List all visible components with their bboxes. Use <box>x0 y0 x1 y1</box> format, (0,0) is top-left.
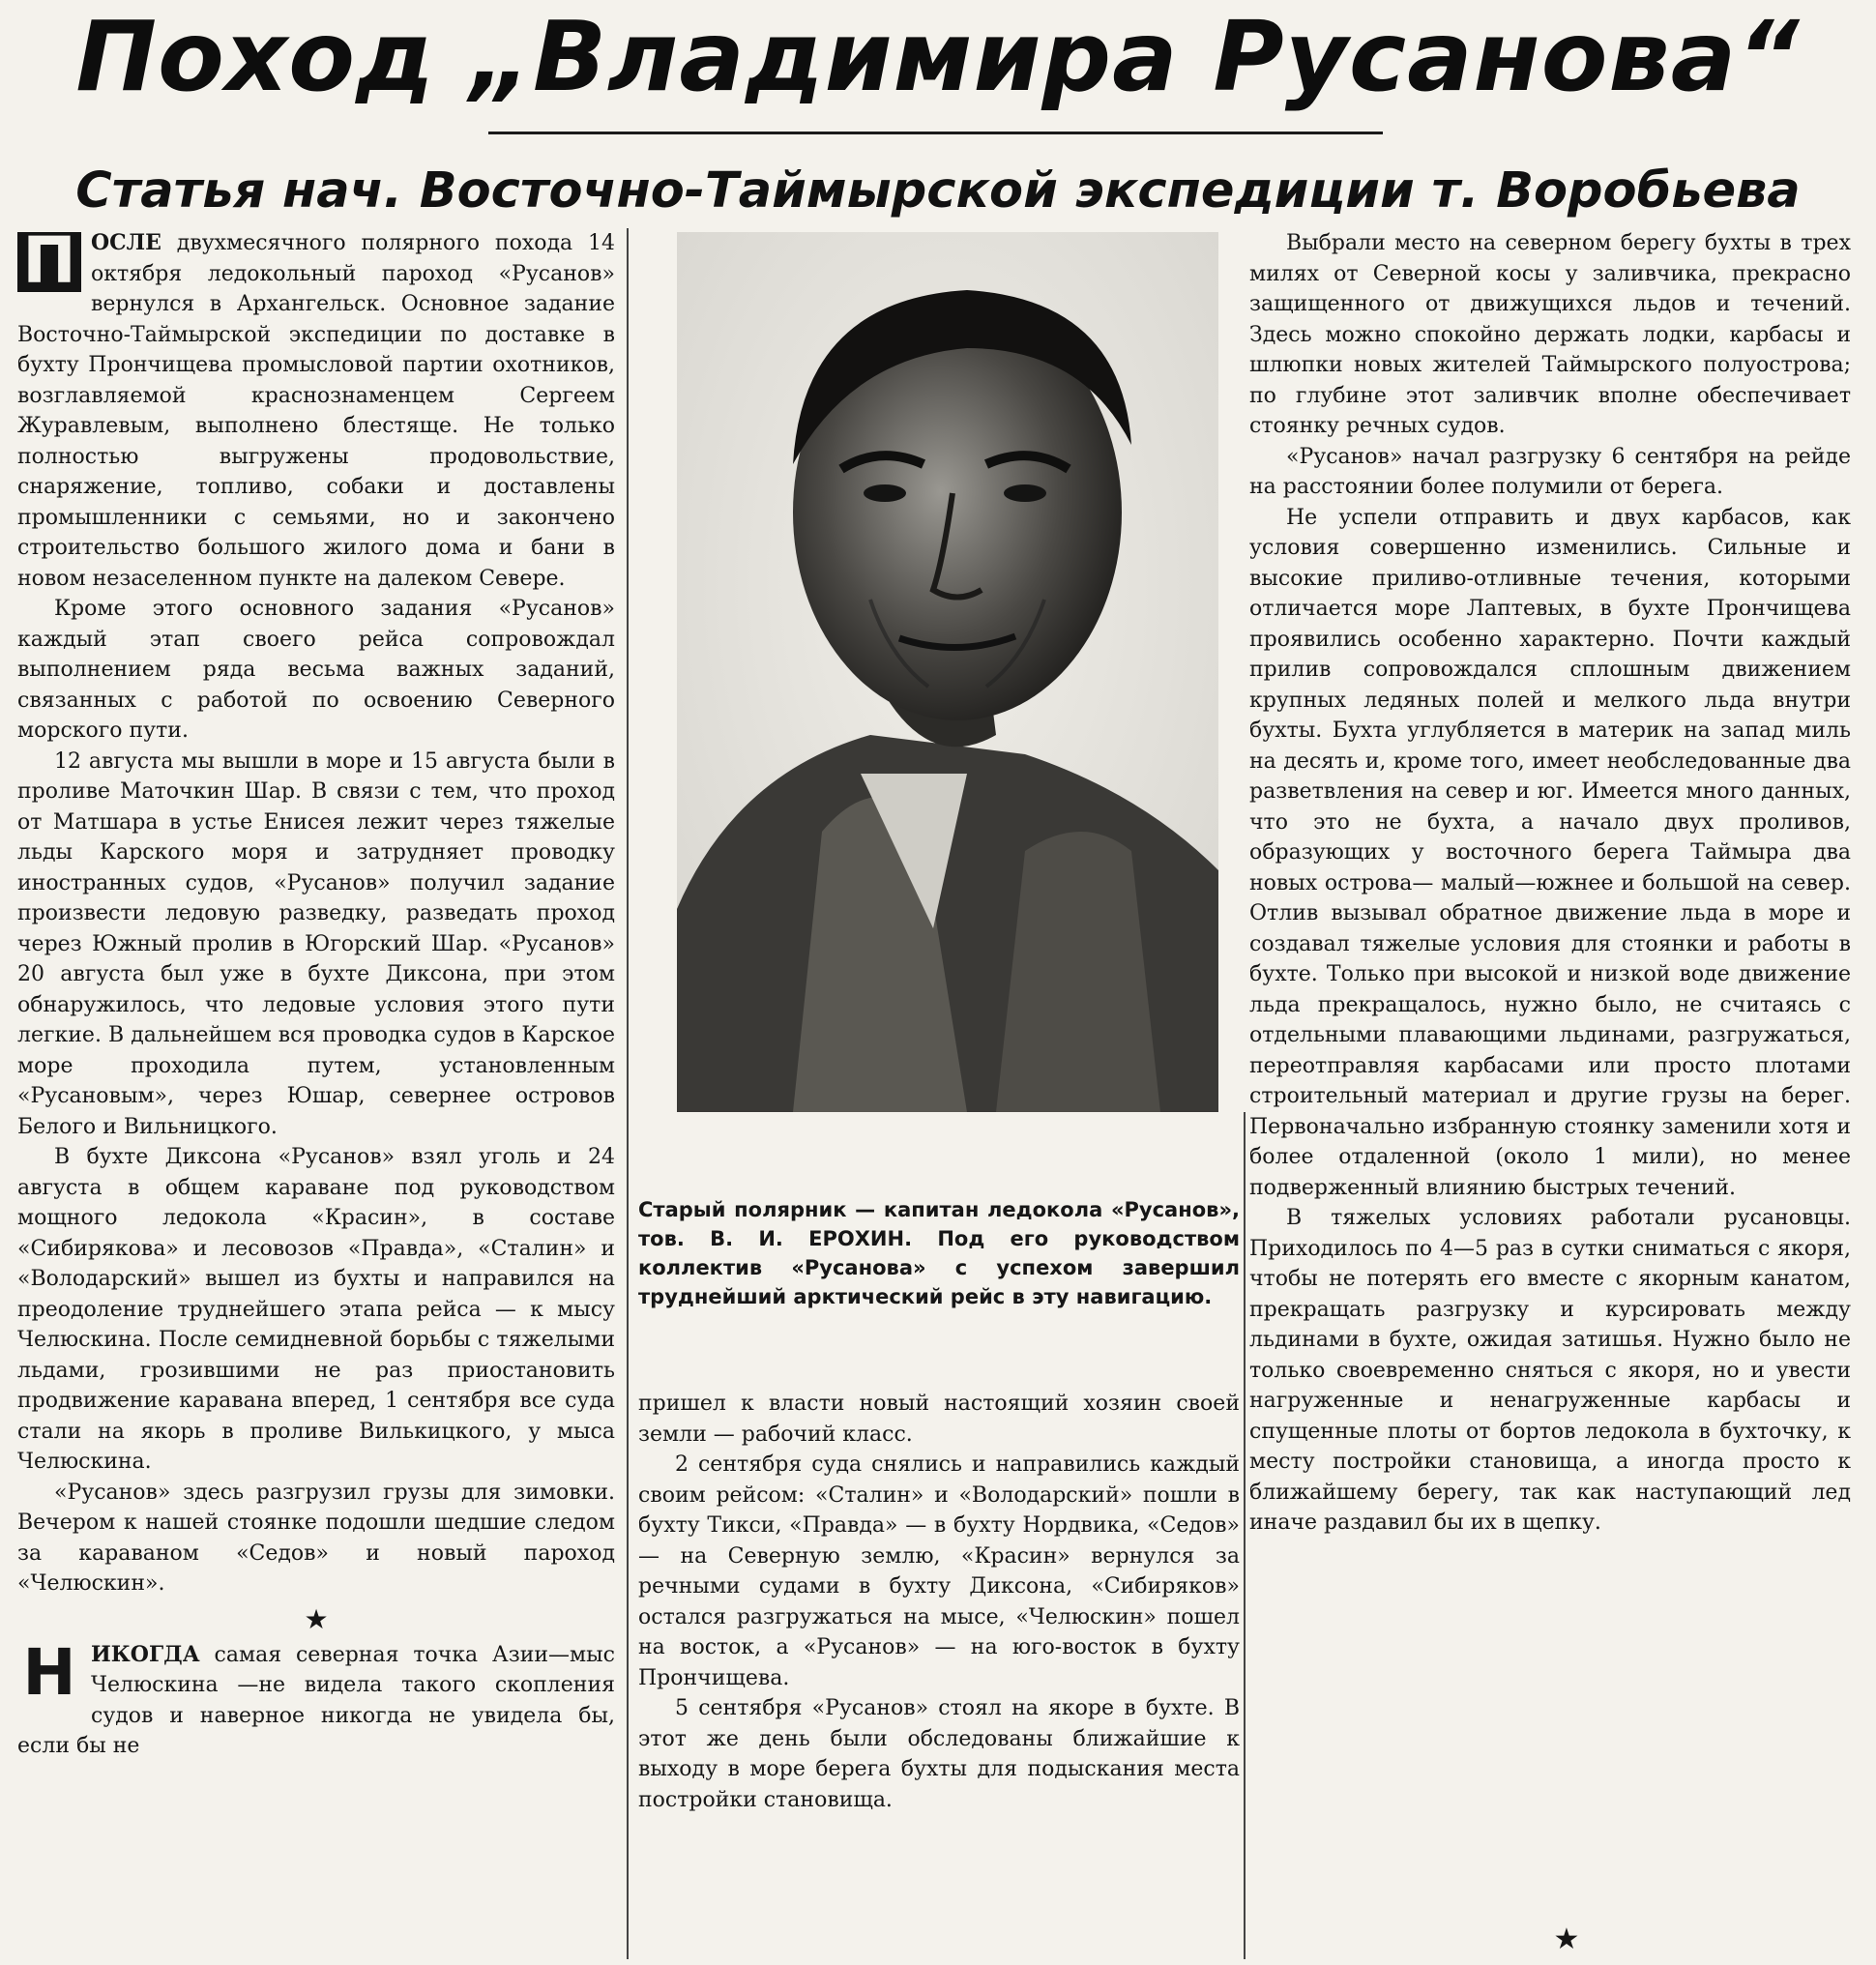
end-star: ★ <box>1553 1922 1580 1956</box>
lead-word: ОСЛЕ <box>91 230 161 255</box>
drop-cap-2: Н <box>22 1634 76 1710</box>
drop-cap: П <box>17 232 81 292</box>
paragraph-12: Не успели отправить и двух карбасов, как условия совершенно изменились. Сильные и высокие приливо-отливные течения, которыми отличается море Лаптевых, в бухте Прончищева проявились особенно характерно. Почти каждый прилив сопровождался сплошным движением крупных ледяных полей и мелкого льда внутри бухты. Бухта углубляется в материк на запад миль на десять и, кроме того, имеет необследованные два разветвления на север и юг. Имеется много данных, что это не бухта, а начало двух проливов, образующих у восточного берега Таймыра два новых острова— малый—южнее и большой на север. Отлив вызывал обратное движение льда в море и создавал тяжелые условия для стоянки и работы в бухте. Только при высокой и низкой воде движение льда прекращалось, нужно было, не считаясь с отдельными плавающими льдинами, разгружаться, переотправляя карбасами или просто плотами строительный материал и другие грузы на берег. Первоначально избранную стоянку заменили хотя и более отдаленной (около 1 мили), но менее подверженный влиянию быстрых течений. <box>1249 505 1851 1200</box>
paragraph-10: Выбрали место на северном берегу бухты в трех милях от Северной косы у заливчика, прекрасно защищенного от движущихся льдов и течений. Здесь можно спокойно держать лодки, карбасы и шлюпки новых жителей Таймырского полуострова; по глубине этот заливчик вполне обеспечивает стоянку речных судов. <box>1249 231 1851 438</box>
column-divider-1 <box>627 228 629 1959</box>
paragraph-7: пришел к власти новый настоящий хозяин своей земли — рабочий класс. <box>638 1392 1240 1447</box>
paragraph-6-text: самая северная точка Азии—мыс Челюскина —не видела такого скопления судов и наверное никогда не увидела бы, если бы не <box>17 1642 615 1758</box>
photo-caption-text: Старый полярник — капитан ледокола «Русанов», тов. В. И. ЕРОХИН. Под его руководством коллектив «Русанова» с успехом завершил труднейший арктический рейс в эту навигацию. <box>638 1198 1240 1308</box>
paragraph-2: Кроме этого основного задания «Русанов» каждый этап своего рейса сопровождал выполнением ряда весьма важных заданий, связанных с работой по освоению Северного морского пути. <box>17 597 615 743</box>
portrait-photo-icon <box>677 232 1218 1112</box>
portrait-photo <box>677 232 1218 1112</box>
headline: Поход „Владимира Русанова“ <box>75 0 1801 113</box>
paragraph-1-text: двухмесячного полярного похода 14 октября ледокольный пароход «Русанов» вернулся в Архангельск. Основное задание Восточно-Таймырской экспедиции по доставке в бухту Прончищева промысловой партии охотников, возглавляемой краснознаменцем Сергеем Журавлевым, выполнено блестяще. Не только полностью выгружены продовольствие, снаряжение, топливо, собаки и доставлены промышленники с семьями, но и закончено строительство большого жилого дома и бани в новом незаселенном пункте на далеком Севере. <box>17 231 616 591</box>
paragraph-13: В тяжелых условиях работали русановцы. Приходилось по 4—5 раз в сутки сниматься с якоря, чтобы не потерять его вместе с якорным канатом, прекращать разгрузку и курсировать между льдинами в бухте, ожидая затишья. Нужно было не только своевременно сняться с якоря, но и увести нагруженные и ненагруженные карбасы и спущенные плоты от бортов ледокола в бухточку, к месту постройки становища, а иногда просто к ближайшему берегу, так как наступающий лед иначе раздавил бы их в щепку. <box>1249 1206 1851 1535</box>
article-column-1 <box>17 223 616 1762</box>
column-divider-2 <box>1244 1112 1246 1959</box>
headline-rule <box>488 132 1383 134</box>
photo-caption <box>638 1195 1240 1311</box>
article-column-2 <box>638 1389 1240 1815</box>
paragraph-9: 5 сентября «Русанов» стоял на якоре в бухте. В этот же день были обследованы ближайшие к выходу в море берега бухты для подыскания места постройки становища. <box>638 1696 1240 1812</box>
subheadline: Статья нач. Восточно-Таймырской экспедиции т. Воробьева <box>75 162 1801 220</box>
paragraph-6 <box>17 1634 615 1762</box>
paragraph-8: 2 сентября суда снялись и направились каждый своим рейсом: «Сталин» и «Володарский» пошли в бухту Тикси, «Правда» — в бухту Нордвика, «Седов» — на Северную землю, «Красин» вернулся за речными судами в бухту Диксона, «Сибиряков» остался разгружаться на мысе, «Челюскин» пошел на восток, а «Русанов» — на юго-восток в бухту Прончищева. <box>638 1452 1240 1690</box>
paragraph-4: В бухте Диксона «Русанов» взял уголь и 24 августа в общем караване под руководством мощного ледокола «Красин», в составе «Сибирякова» и лесовозов «Правда», «Сталин» и «Володарский» вышел из бухты и направился на преодоление труднейшего этапа рейса — к мысу Челюскина. После семидневной борьбы с тяжелыми льдами, грозившими не раз приостановить продвижение каравана вперед, 1 сентября все суда стали на якорь в проливе Вилькицкого, у мыса Челюскина. <box>17 1145 615 1474</box>
paragraph-3: 12 августа мы вышли в море и 15 августа были в проливе Маточкин Шар. В связи с тем, что проход от Матшара в устье Енисея лежит через тяжелые льды Карского моря и затрудняет проводку иностранных судов, «Русанов» получил задание произвести ледовую разведку, разведать проход через Южный пролив в Югорский Шар. «Русанов» 20 августа был уже в бухте Диксона, при этом обнаружилось, что ледовые условия этого пути легкие. В дальнейшем вся проводка судов в Карское море проходила путем, установленным «Русановым», через Юшар, севернее островов Белого и Вильницкого. <box>17 748 615 1139</box>
lead-word-2: ИКОГДА <box>91 1641 200 1667</box>
paragraph-5: «Русанов» здесь разгрузил грузы для зимовки. Вечером к нашей стоянке подошли шедшие следом за караваном «Седов» и новый пароход «Челюскин». <box>17 1480 615 1596</box>
paragraph-1 <box>17 223 616 594</box>
paragraph-11: «Русанов» начал разгрузку 6 сентября на рейде на расстоянии более полумили от берега. <box>1249 444 1851 499</box>
article-column-3 <box>1249 228 1851 1539</box>
section-star: ★ <box>304 1602 329 1635</box>
